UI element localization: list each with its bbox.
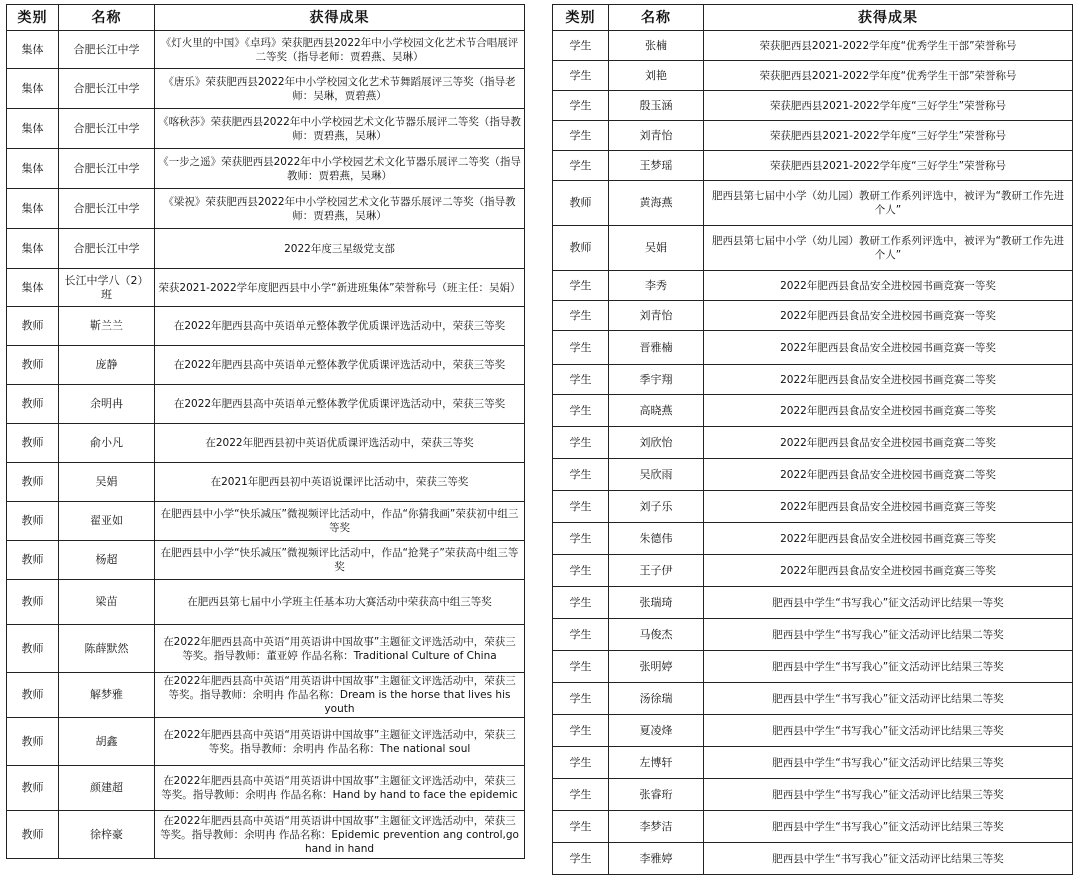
table-row [7, 269, 525, 307]
row-result: 2022年肥西县食品安全进校园书画竞赛三等奖 [704, 555, 1073, 587]
row-name: 夏凌烽 [609, 715, 704, 747]
row-name: 刘青怡 [609, 121, 704, 151]
row-name: 合肥长江中学 [59, 31, 155, 69]
row-result: 2022年肥西县食品安全进校园书画竞赛三等奖 [704, 523, 1073, 555]
row-name: 吴娟 [59, 463, 155, 502]
row-result: 《一步之遥》荣获肥西县2022年中小学校园艺术文化节器乐展评二等奖（指导教师：贾碧燕，吴琳） [155, 149, 525, 189]
table-header-row [553, 5, 1073, 31]
row-name: 张瑞琦 [609, 587, 704, 619]
row-name: 合肥长江中学 [59, 189, 155, 229]
table-row [553, 91, 1073, 121]
row-result: 2022年肥西县食品安全进校园书画竞赛一等奖 [704, 301, 1073, 331]
row-category: 教师 [7, 307, 59, 346]
table-row [7, 718, 525, 766]
row-category: 教师 [7, 385, 59, 424]
row-name: 解梦雅 [59, 673, 155, 718]
row-name: 朱德伟 [609, 523, 704, 555]
table-row [7, 673, 525, 718]
row-category: 学生 [553, 91, 609, 121]
row-name: 徐梓豪 [59, 811, 155, 859]
row-result: 在肥西县第七届中小学班主任基本功大赛活动中荣获高中组三等奖 [155, 580, 525, 625]
row-name: 张睿珩 [609, 779, 704, 811]
row-category: 学生 [553, 523, 609, 555]
row-category: 集体 [7, 229, 59, 269]
row-name: 刘欣怡 [609, 427, 704, 459]
table-row [553, 843, 1073, 875]
table-row [7, 424, 525, 463]
row-category: 教师 [7, 463, 59, 502]
table-row [7, 502, 525, 541]
table-row [7, 69, 525, 109]
row-name: 刘青怡 [609, 301, 704, 331]
table-row [553, 121, 1073, 151]
table-row [553, 395, 1073, 427]
row-result: 荣获肥西县2021-2022学年度“优秀学生干部”荣誉称号 [704, 61, 1073, 91]
row-name: 庞静 [59, 346, 155, 385]
row-category: 教师 [7, 424, 59, 463]
table-row [553, 427, 1073, 459]
row-result: 在2022年肥西县高中英语“用英语讲中国故事”主题征文评选活动中，荣获三等奖。指导教师：余明冉 作品名称：Dream is the horse that lives his youth [155, 673, 525, 718]
row-result: 肥西县中学生“书写我心”征文活动评比结果二等奖 [704, 683, 1073, 715]
table-row [7, 229, 525, 269]
table-row [553, 747, 1073, 779]
row-result: 《唐乐》荣获肥西县2022年中小学校园文化艺术节舞蹈展评三等奖（指导老师：吴琳，贾碧燕） [155, 69, 525, 109]
table-row [553, 683, 1073, 715]
row-name: 杨超 [59, 541, 155, 580]
row-name: 马俊杰 [609, 619, 704, 651]
row-result: 2022年度三星级党支部 [155, 229, 525, 269]
row-result: 在肥西县中小学“快乐减压”微视频评比活动中，作品“抢凳子”荣获高中组三等奖 [155, 541, 525, 580]
row-category: 教师 [553, 226, 609, 271]
row-category: 教师 [7, 766, 59, 811]
table-row [553, 331, 1073, 365]
row-category: 学生 [553, 271, 609, 301]
row-result: 2022年肥西县食品安全进校园书画竞赛二等奖 [704, 459, 1073, 491]
row-category: 学生 [553, 683, 609, 715]
row-result: 在2022年肥西县高中英语单元整体教学优质课评选活动中，荣获三等奖 [155, 307, 525, 346]
row-result: 《喀秋莎》荣获肥西县2022年中小学校园艺术文化节器乐展评二等奖（指导教师：贾碧燕，吴琳） [155, 109, 525, 149]
table-row [7, 463, 525, 502]
row-category: 集体 [7, 109, 59, 149]
table-row [553, 459, 1073, 491]
row-category: 学生 [553, 151, 609, 181]
row-category: 学生 [553, 779, 609, 811]
table-row [553, 779, 1073, 811]
row-result: 在2022年肥西县高中英语“用英语讲中国故事”主题征文评选活动中，荣获三等奖。指导教师：余明冉 作品名称：Hand by hand to face the epidemic [155, 766, 525, 811]
table-row [553, 555, 1073, 587]
row-category: 集体 [7, 149, 59, 189]
row-name: 李梦洁 [609, 811, 704, 843]
row-name: 合肥长江中学 [59, 229, 155, 269]
table-row [553, 651, 1073, 683]
row-name: 吴娟 [609, 226, 704, 271]
row-category: 学生 [553, 31, 609, 61]
row-result: 肥西县中学生“书写我心”征文活动评比结果三等奖 [704, 747, 1073, 779]
row-name: 王子伊 [609, 555, 704, 587]
table-header-row [7, 5, 525, 31]
row-name: 吴欣雨 [609, 459, 704, 491]
row-category: 学生 [553, 555, 609, 587]
row-category: 学生 [553, 331, 609, 365]
row-name: 合肥长江中学 [59, 149, 155, 189]
row-name: 合肥长江中学 [59, 109, 155, 149]
row-result: 肥西县中学生“书写我心”征文活动评比结果三等奖 [704, 651, 1073, 683]
row-category: 学生 [553, 61, 609, 91]
row-result: 在2021年肥西县初中英语说课评比活动中，荣获三等奖 [155, 463, 525, 502]
row-category: 教师 [7, 718, 59, 766]
table-row [553, 301, 1073, 331]
row-name: 刘子乐 [609, 491, 704, 523]
row-name: 晋雅楠 [609, 331, 704, 365]
row-result: 在2022年肥西县初中英语优质课评选活动中，荣获三等奖 [155, 424, 525, 463]
row-result: 肥西县中学生“书写我心”征文活动评比结果一等奖 [704, 587, 1073, 619]
row-result: 2022年肥西县食品安全进校园书画竞赛二等奖 [704, 427, 1073, 459]
row-result: 荣获肥西县2021-2022学年度“三好学生”荣誉称号 [704, 121, 1073, 151]
awards-table-left [6, 4, 525, 859]
row-name: 刘艳 [609, 61, 704, 91]
row-result: 在肥西县中小学“快乐减压”微视频评比活动中，作品“你猜我画”荣获初中组三等奖 [155, 502, 525, 541]
table-row [553, 619, 1073, 651]
table-row [7, 766, 525, 811]
row-result: 2022年肥西县食品安全进校园书画竞赛一等奖 [704, 271, 1073, 301]
row-result: 肥西县中学生“书写我心”征文活动评比结果三等奖 [704, 843, 1073, 875]
row-name: 胡鑫 [59, 718, 155, 766]
row-category: 学生 [553, 301, 609, 331]
row-result: 荣获肥西县2021-2022学年度“三好学生”荣誉称号 [704, 151, 1073, 181]
row-category: 教师 [7, 625, 59, 673]
row-name: 合肥长江中学 [59, 69, 155, 109]
row-category: 学生 [553, 427, 609, 459]
row-name: 余明冉 [59, 385, 155, 424]
table-row [7, 625, 525, 673]
header-result: 获得成果 [704, 5, 1073, 31]
table-row [7, 541, 525, 580]
row-category: 集体 [7, 69, 59, 109]
row-category: 学生 [553, 811, 609, 843]
awards-table-right [552, 4, 1073, 875]
awards-table-right-body [553, 31, 1073, 875]
row-category: 集体 [7, 189, 59, 229]
row-name: 殷玉涵 [609, 91, 704, 121]
row-category: 学生 [553, 747, 609, 779]
table-row [553, 226, 1073, 271]
row-category: 学生 [553, 843, 609, 875]
row-name: 张楠 [609, 31, 704, 61]
row-name: 王梦瑶 [609, 151, 704, 181]
row-name: 翟亚如 [59, 502, 155, 541]
row-result: 在2022年肥西县高中英语单元整体教学优质课评选活动中，荣获三等奖 [155, 346, 525, 385]
row-name: 李雅婷 [609, 843, 704, 875]
row-result: 《灯火里的中国》《卓玛》荣获肥西县2022年中小学校园文化艺术节合唱展评二等奖（指导老师：贾碧燕、吴琳） [155, 31, 525, 69]
table-row [553, 61, 1073, 91]
row-result: 肥西县第七届中小学（幼儿园）教研工作系列评选中，被评为“教研工作先进个人” [704, 226, 1073, 271]
row-result: 在2022年肥西县高中英语“用英语讲中国故事”主题征文评选活动中，荣获三等奖。指导教师：余明冉 作品名称：Epidemic prevention ang control,go hand in hand [155, 811, 525, 859]
row-result: 2022年肥西县食品安全进校园书画竞赛二等奖 [704, 365, 1073, 395]
table-row [553, 811, 1073, 843]
row-name: 梁苗 [59, 580, 155, 625]
row-category: 学生 [553, 619, 609, 651]
table-row [7, 189, 525, 229]
row-name: 黄海燕 [609, 181, 704, 226]
row-result: 荣获肥西县2021-2022学年度“三好学生”荣誉称号 [704, 91, 1073, 121]
row-result: 肥西县中学生“书写我心”征文活动评比结果二等奖 [704, 619, 1073, 651]
row-category: 教师 [7, 541, 59, 580]
row-result: 2022年肥西县食品安全进校园书画竞赛一等奖 [704, 331, 1073, 365]
row-category: 集体 [7, 31, 59, 69]
header-name: 名称 [59, 5, 155, 31]
row-category: 学生 [553, 491, 609, 523]
row-category: 教师 [7, 811, 59, 859]
row-name: 左博轩 [609, 747, 704, 779]
row-category: 集体 [7, 269, 59, 307]
row-name: 陈薛默然 [59, 625, 155, 673]
row-category: 学生 [553, 365, 609, 395]
header-category: 类别 [553, 5, 609, 31]
table-row [7, 811, 525, 859]
table-row [7, 31, 525, 69]
header-category: 类别 [7, 5, 59, 31]
row-category: 学生 [553, 395, 609, 427]
row-result: 在2022年肥西县高中英语“用英语讲中国故事”主题征文评选活动中，荣获三等奖。指导教师：董亚婷 作品名称：Traditional Culture of China [155, 625, 525, 673]
row-result: 2022年肥西县食品安全进校园书画竞赛二等奖 [704, 395, 1073, 427]
row-name: 汤徐瑞 [609, 683, 704, 715]
row-category: 学生 [553, 459, 609, 491]
row-result: 肥西县中学生“书写我心”征文活动评比结果三等奖 [704, 779, 1073, 811]
row-category: 教师 [7, 673, 59, 718]
row-result: 荣获肥西县2021-2022学年度“优秀学生干部”荣誉称号 [704, 31, 1073, 61]
header-result: 获得成果 [155, 5, 525, 31]
row-name: 俞小凡 [59, 424, 155, 463]
row-category: 教师 [7, 502, 59, 541]
row-result: 肥西县第七届中小学（幼儿园）教研工作系列评选中，被评为“教研工作先进个人” [704, 181, 1073, 226]
row-name: 高晓燕 [609, 395, 704, 427]
table-row [553, 523, 1073, 555]
row-result: 肥西县中学生“书写我心”征文活动评比结果三等奖 [704, 715, 1073, 747]
row-result: 肥西县中学生“书写我心”征文活动评比结果三等奖 [704, 811, 1073, 843]
row-category: 学生 [553, 587, 609, 619]
row-name: 靳兰兰 [59, 307, 155, 346]
row-category: 教师 [7, 580, 59, 625]
row-category: 教师 [7, 346, 59, 385]
row-name: 长江中学八（2）班 [59, 269, 155, 307]
table-row [7, 385, 525, 424]
row-name: 李秀 [609, 271, 704, 301]
row-category: 学生 [553, 651, 609, 683]
table-row [7, 149, 525, 189]
table-row [553, 151, 1073, 181]
table-row [553, 271, 1073, 301]
table-row [7, 109, 525, 149]
row-category: 教师 [553, 181, 609, 226]
table-row [553, 491, 1073, 523]
table-row [553, 365, 1073, 395]
table-row [553, 31, 1073, 61]
table-row [553, 715, 1073, 747]
row-result: 荣获2021-2022学年度肥西县中小学“新进班集体”荣誉称号（班主任：吴娟） [155, 269, 525, 307]
row-category: 学生 [553, 715, 609, 747]
row-result: 在2022年肥西县高中英语“用英语讲中国故事”主题征文评选活动中，荣获三等奖。指导教师：余明冉 作品名称：The national soul [155, 718, 525, 766]
header-name: 名称 [609, 5, 704, 31]
table-row [7, 346, 525, 385]
row-result: 2022年肥西县食品安全进校园书画竞赛三等奖 [704, 491, 1073, 523]
row-category: 学生 [553, 121, 609, 151]
table-row [7, 307, 525, 346]
row-name: 张明婷 [609, 651, 704, 683]
table-row [7, 580, 525, 625]
row-name: 季宇翔 [609, 365, 704, 395]
table-row [553, 181, 1073, 226]
awards-table-left-body [7, 31, 525, 859]
row-result: 在2022年肥西县高中英语单元整体教学优质课评选活动中，荣获三等奖 [155, 385, 525, 424]
row-name: 颜建超 [59, 766, 155, 811]
table-row [553, 587, 1073, 619]
row-result: 《梁祝》荣获肥西县2022年中小学校园艺术文化节器乐展评二等奖（指导教师：贾碧燕，吴琳） [155, 189, 525, 229]
